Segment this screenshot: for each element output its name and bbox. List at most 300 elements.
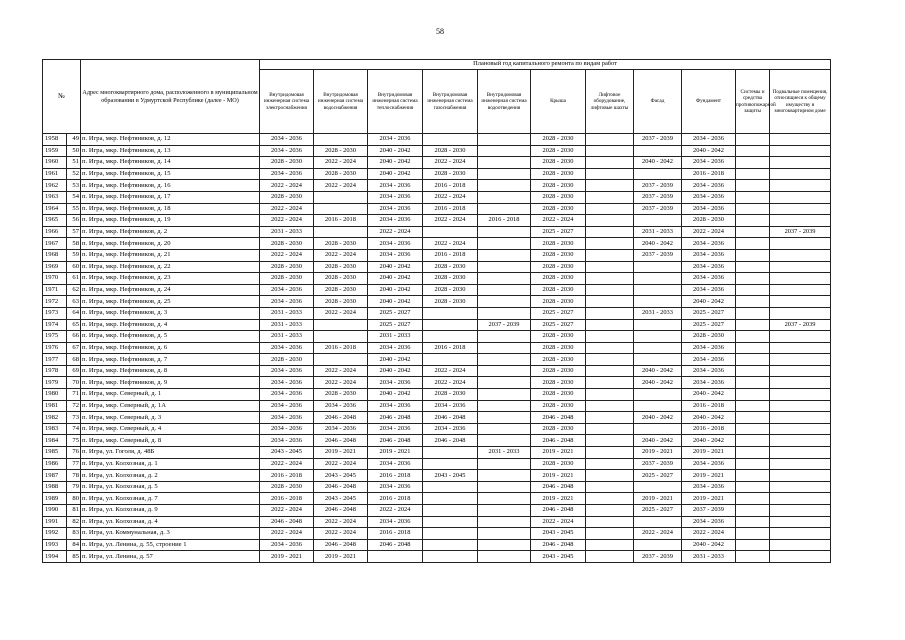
row-local-index: 80 bbox=[67, 493, 81, 505]
row-plan-year-cell: 2034 - 2036 bbox=[682, 191, 736, 203]
row-local-index: 82 bbox=[67, 516, 81, 528]
row-address: п. Игра, мкр. Нефтяников, д. 13 bbox=[81, 145, 260, 157]
row-local-index: 49 bbox=[67, 134, 81, 146]
row-plan-year-cell bbox=[586, 412, 634, 424]
row-plan-year-cell: 2016 - 2018 bbox=[423, 342, 478, 354]
row-plan-year-cell: 2037 - 2039 bbox=[682, 505, 736, 517]
row-plan-year-cell bbox=[314, 354, 368, 366]
row-plan-year-cell: 2037 - 2039 bbox=[634, 180, 682, 192]
row-plan-year-cell bbox=[634, 145, 682, 157]
row-plan-year-cell bbox=[423, 458, 478, 470]
col-header-gas: Внутридомовая инженерная система газоснабжения bbox=[423, 70, 478, 134]
table-row bbox=[43, 539, 831, 551]
row-plan-year-cell: 2028 - 2030 bbox=[531, 168, 586, 180]
row-plan-year-cell: 2034 - 2036 bbox=[682, 377, 736, 389]
row-number: 1964 bbox=[43, 203, 67, 215]
row-plan-year-cell: 2040 - 2042 bbox=[634, 157, 682, 169]
row-plan-year-cell: 2034 - 2036 bbox=[260, 389, 314, 401]
table-row bbox=[43, 551, 831, 563]
row-address: п. Игра, мкр. Северный, д. 1А bbox=[81, 400, 260, 412]
row-plan-year-cell: 2040 - 2042 bbox=[634, 238, 682, 250]
row-plan-year-cell bbox=[478, 168, 531, 180]
row-plan-year-cell bbox=[586, 342, 634, 354]
row-address: п. Игра, ул. Ленина, д. 57 bbox=[81, 551, 260, 563]
row-plan-year-cell: 2037 - 2039 bbox=[770, 319, 831, 331]
row-number: 1959 bbox=[43, 145, 67, 157]
row-local-index: 77 bbox=[67, 458, 81, 470]
row-number: 1967 bbox=[43, 238, 67, 250]
col-header-roof: Крыша bbox=[531, 70, 586, 134]
row-plan-year-cell: 2022 - 2024 bbox=[423, 238, 478, 250]
table-row bbox=[43, 342, 831, 354]
row-plan-year-cell: 2028 - 2030 bbox=[314, 168, 368, 180]
col-header-water-supply: Внутридомовая инженерная система водоснабжения bbox=[314, 70, 368, 134]
row-plan-year-cell bbox=[736, 134, 770, 146]
row-plan-year-cell: 2040 - 2042 bbox=[634, 377, 682, 389]
row-plan-year-cell: 2040 - 2042 bbox=[368, 296, 423, 308]
row-plan-year-cell: 2034 - 2036 bbox=[682, 180, 736, 192]
table-row bbox=[43, 284, 831, 296]
row-plan-year-cell: 2016 - 2018 bbox=[423, 249, 478, 261]
row-plan-year-cell: 2025 - 2027 bbox=[531, 307, 586, 319]
row-local-index: 81 bbox=[67, 505, 81, 517]
row-plan-year-cell: 2031 - 2033 bbox=[260, 226, 314, 238]
row-local-index: 76 bbox=[67, 447, 81, 459]
row-plan-year-cell bbox=[586, 168, 634, 180]
row-plan-year-cell bbox=[478, 493, 531, 505]
row-address: п. Игра, ул. Колхозная, д. 4 bbox=[81, 516, 260, 528]
row-plan-year-cell bbox=[314, 319, 368, 331]
row-plan-year-cell: 2046 - 2048 bbox=[368, 435, 423, 447]
row-plan-year-cell bbox=[423, 331, 478, 343]
row-plan-year-cell bbox=[586, 203, 634, 215]
row-plan-year-cell bbox=[736, 481, 770, 493]
row-plan-year-cell bbox=[478, 365, 531, 377]
row-plan-year-cell bbox=[423, 551, 478, 563]
table-row bbox=[43, 331, 831, 343]
row-plan-year-cell: 2034 - 2036 bbox=[260, 423, 314, 435]
row-address: п. Игра, мкр. Северный, д. 3 bbox=[81, 412, 260, 424]
group-header-row bbox=[43, 60, 831, 70]
row-plan-year-cell bbox=[736, 539, 770, 551]
row-plan-year-cell: 2043 - 2045 bbox=[423, 470, 478, 482]
row-plan-year-cell: 2034 - 2036 bbox=[368, 516, 423, 528]
col-header-drainage: Внутридомовая инженерная система водоотведения bbox=[478, 70, 531, 134]
row-plan-year-cell bbox=[478, 238, 531, 250]
row-plan-year-cell: 2034 - 2036 bbox=[368, 481, 423, 493]
row-plan-year-cell: 2025 - 2027 bbox=[682, 307, 736, 319]
row-plan-year-cell bbox=[770, 145, 831, 157]
row-number: 1974 bbox=[43, 319, 67, 331]
row-number: 1970 bbox=[43, 273, 67, 285]
row-number: 1981 bbox=[43, 400, 67, 412]
row-plan-year-cell bbox=[478, 273, 531, 285]
row-plan-year-cell bbox=[736, 238, 770, 250]
row-plan-year-cell: 2034 - 2036 bbox=[682, 365, 736, 377]
row-local-index: 56 bbox=[67, 215, 81, 227]
row-plan-year-cell: 2034 - 2036 bbox=[260, 365, 314, 377]
row-plan-year-cell: 2046 - 2048 bbox=[314, 505, 368, 517]
row-plan-year-cell: 2028 - 2030 bbox=[531, 273, 586, 285]
row-plan-year-cell: 2028 - 2030 bbox=[531, 191, 586, 203]
row-address: п. Игра, мкр. Нефтяников, д. 4 bbox=[81, 319, 260, 331]
row-plan-year-cell bbox=[586, 273, 634, 285]
row-plan-year-cell bbox=[770, 273, 831, 285]
row-plan-year-cell bbox=[770, 134, 831, 146]
row-plan-year-cell: 2037 - 2039 bbox=[634, 191, 682, 203]
row-plan-year-cell: 2028 - 2030 bbox=[531, 458, 586, 470]
row-local-index: 58 bbox=[67, 238, 81, 250]
row-address: п. Игра, мкр. Нефтяников, д. 5 bbox=[81, 331, 260, 343]
row-plan-year-cell bbox=[736, 319, 770, 331]
row-plan-year-cell bbox=[478, 145, 531, 157]
row-plan-year-cell: 2040 - 2042 bbox=[368, 365, 423, 377]
row-local-index: 78 bbox=[67, 470, 81, 482]
row-plan-year-cell: 2034 - 2036 bbox=[368, 191, 423, 203]
row-plan-year-cell: 2034 - 2036 bbox=[368, 134, 423, 146]
row-address: п. Игра, мкр. Нефтяников, д. 15 bbox=[81, 168, 260, 180]
row-plan-year-cell bbox=[586, 551, 634, 563]
row-plan-year-cell bbox=[634, 539, 682, 551]
row-plan-year-cell: 2022 - 2024 bbox=[260, 505, 314, 517]
row-plan-year-cell: 2028 - 2030 bbox=[531, 261, 586, 273]
row-plan-year-cell bbox=[736, 470, 770, 482]
row-local-index: 61 bbox=[67, 273, 81, 285]
row-plan-year-cell: 2040 - 2042 bbox=[682, 296, 736, 308]
row-plan-year-cell bbox=[314, 191, 368, 203]
col-header-fire-protection: Системы и средства противопожарной защиты bbox=[736, 70, 770, 134]
row-plan-year-cell: 2025 - 2027 bbox=[682, 319, 736, 331]
row-plan-year-cell: 2022 - 2024 bbox=[314, 516, 368, 528]
row-number: 1979 bbox=[43, 377, 67, 389]
row-plan-year-cell: 2034 - 2036 bbox=[260, 400, 314, 412]
row-plan-year-cell: 2022 - 2024 bbox=[531, 516, 586, 528]
row-plan-year-cell: 2034 - 2036 bbox=[682, 238, 736, 250]
row-number: 1973 bbox=[43, 307, 67, 319]
row-plan-year-cell: 2034 - 2036 bbox=[314, 423, 368, 435]
row-plan-year-cell: 2034 - 2036 bbox=[682, 284, 736, 296]
col-header-electric: Внутридомовая инженерная система электроснабжения bbox=[260, 70, 314, 134]
row-plan-year-cell bbox=[478, 435, 531, 447]
row-plan-year-cell: 2028 - 2030 bbox=[423, 284, 478, 296]
row-plan-year-cell bbox=[423, 516, 478, 528]
row-plan-year-cell: 2034 - 2036 bbox=[368, 342, 423, 354]
row-plan-year-cell: 2040 - 2042 bbox=[368, 284, 423, 296]
table-row bbox=[43, 493, 831, 505]
row-plan-year-cell: 2040 - 2042 bbox=[368, 261, 423, 273]
row-number: 1963 bbox=[43, 191, 67, 203]
row-plan-year-cell bbox=[478, 261, 531, 273]
row-plan-year-cell: 2034 - 2036 bbox=[260, 296, 314, 308]
row-plan-year-cell: 2037 - 2039 bbox=[634, 249, 682, 261]
row-plan-year-cell: 2022 - 2024 bbox=[260, 180, 314, 192]
row-plan-year-cell bbox=[586, 365, 634, 377]
row-plan-year-cell: 2028 - 2030 bbox=[260, 157, 314, 169]
row-plan-year-cell bbox=[770, 331, 831, 343]
row-number: 1994 bbox=[43, 551, 67, 563]
row-plan-year-cell bbox=[736, 423, 770, 435]
row-plan-year-cell: 2019 - 2021 bbox=[531, 470, 586, 482]
row-plan-year-cell bbox=[586, 261, 634, 273]
row-number: 1969 bbox=[43, 261, 67, 273]
row-plan-year-cell: 2022 - 2024 bbox=[314, 365, 368, 377]
row-plan-year-cell: 2016 - 2018 bbox=[423, 203, 478, 215]
row-plan-year-cell bbox=[736, 273, 770, 285]
row-number: 1988 bbox=[43, 481, 67, 493]
row-plan-year-cell: 2040 - 2042 bbox=[368, 157, 423, 169]
table-row bbox=[43, 273, 831, 285]
row-plan-year-cell: 2028 - 2030 bbox=[314, 284, 368, 296]
row-plan-year-cell: 2022 - 2024 bbox=[531, 215, 586, 227]
row-plan-year-cell bbox=[478, 528, 531, 540]
row-plan-year-cell: 2028 - 2030 bbox=[314, 389, 368, 401]
table-row bbox=[43, 435, 831, 447]
row-plan-year-cell: 2022 - 2024 bbox=[260, 215, 314, 227]
row-plan-year-cell bbox=[736, 307, 770, 319]
row-number: 1977 bbox=[43, 354, 67, 366]
row-plan-year-cell bbox=[634, 331, 682, 343]
row-plan-year-cell: 2043 - 2045 bbox=[314, 470, 368, 482]
row-plan-year-cell: 2028 - 2030 bbox=[423, 145, 478, 157]
row-plan-year-cell bbox=[634, 284, 682, 296]
row-plan-year-cell bbox=[770, 528, 831, 540]
row-plan-year-cell bbox=[423, 307, 478, 319]
row-number: 1992 bbox=[43, 528, 67, 540]
row-plan-year-cell bbox=[423, 505, 478, 517]
row-plan-year-cell: 2022 - 2024 bbox=[423, 365, 478, 377]
row-plan-year-cell bbox=[586, 447, 634, 459]
row-number: 1958 bbox=[43, 134, 67, 146]
row-plan-year-cell: 2028 - 2030 bbox=[531, 134, 586, 146]
row-local-index: 71 bbox=[67, 389, 81, 401]
row-number: 1985 bbox=[43, 447, 67, 459]
row-plan-year-cell: 2019 - 2021 bbox=[531, 493, 586, 505]
row-plan-year-cell: 2031 - 2033 bbox=[634, 307, 682, 319]
row-plan-year-cell: 2034 - 2036 bbox=[260, 412, 314, 424]
row-plan-year-cell: 2028 - 2030 bbox=[423, 296, 478, 308]
row-plan-year-cell bbox=[423, 493, 478, 505]
row-local-index: 55 bbox=[67, 203, 81, 215]
row-plan-year-cell: 2034 - 2036 bbox=[260, 377, 314, 389]
row-plan-year-cell bbox=[586, 331, 634, 343]
row-address: п. Игра, мкр. Нефтяников, д. 20 bbox=[81, 238, 260, 250]
row-local-index: 69 bbox=[67, 365, 81, 377]
row-plan-year-cell bbox=[736, 284, 770, 296]
row-plan-year-cell bbox=[736, 493, 770, 505]
row-plan-year-cell bbox=[478, 226, 531, 238]
row-plan-year-cell bbox=[770, 423, 831, 435]
row-plan-year-cell: 2040 - 2042 bbox=[368, 389, 423, 401]
repair-schedule-table bbox=[42, 59, 831, 563]
row-plan-year-cell: 2016 - 2018 bbox=[368, 493, 423, 505]
row-plan-year-cell: 2019 - 2021 bbox=[634, 493, 682, 505]
table-row bbox=[43, 145, 831, 157]
row-plan-year-cell: 2031 - 2033 bbox=[368, 331, 423, 343]
row-plan-year-cell: 2019 - 2021 bbox=[634, 447, 682, 459]
table-row bbox=[43, 447, 831, 459]
row-plan-year-cell bbox=[586, 238, 634, 250]
row-plan-year-cell bbox=[478, 505, 531, 517]
row-plan-year-cell: 2028 - 2030 bbox=[531, 354, 586, 366]
row-plan-year-cell: 2037 - 2039 bbox=[634, 458, 682, 470]
row-plan-year-cell bbox=[736, 516, 770, 528]
row-plan-year-cell: 2034 - 2036 bbox=[682, 481, 736, 493]
row-plan-year-cell bbox=[634, 273, 682, 285]
row-plan-year-cell bbox=[478, 157, 531, 169]
row-local-index: 63 bbox=[67, 296, 81, 308]
row-number: 1982 bbox=[43, 412, 67, 424]
row-plan-year-cell bbox=[770, 435, 831, 447]
row-plan-year-cell bbox=[736, 226, 770, 238]
table-row bbox=[43, 249, 831, 261]
row-address: п. Игра, мкр. Северный, д. 4 bbox=[81, 423, 260, 435]
row-plan-year-cell bbox=[423, 528, 478, 540]
row-plan-year-cell: 2046 - 2048 bbox=[423, 412, 478, 424]
row-plan-year-cell bbox=[586, 307, 634, 319]
row-address: п. Игра, мкр. Нефтяников, д. 7 bbox=[81, 354, 260, 366]
row-plan-year-cell bbox=[770, 447, 831, 459]
row-plan-year-cell bbox=[736, 447, 770, 459]
row-plan-year-cell bbox=[423, 226, 478, 238]
row-plan-year-cell bbox=[736, 168, 770, 180]
row-plan-year-cell: 2046 - 2048 bbox=[314, 539, 368, 551]
row-plan-year-cell: 2034 - 2036 bbox=[260, 342, 314, 354]
repair-schedule-table-wrapper bbox=[42, 59, 831, 563]
row-plan-year-cell: 2034 - 2036 bbox=[368, 249, 423, 261]
col-header-num: № bbox=[43, 60, 81, 134]
row-plan-year-cell bbox=[770, 493, 831, 505]
row-plan-year-cell: 2034 - 2036 bbox=[260, 168, 314, 180]
row-plan-year-cell bbox=[478, 354, 531, 366]
row-plan-year-cell: 2040 - 2042 bbox=[682, 435, 736, 447]
row-plan-year-cell: 2028 - 2030 bbox=[260, 191, 314, 203]
row-number: 1976 bbox=[43, 342, 67, 354]
row-plan-year-cell: 2028 - 2030 bbox=[531, 180, 586, 192]
row-plan-year-cell bbox=[586, 470, 634, 482]
row-plan-year-cell: 2019 - 2021 bbox=[314, 551, 368, 563]
row-plan-year-cell: 2022 - 2024 bbox=[368, 505, 423, 517]
row-plan-year-cell bbox=[478, 134, 531, 146]
row-plan-year-cell: 2025 - 2027 bbox=[531, 226, 586, 238]
row-plan-year-cell bbox=[770, 191, 831, 203]
row-plan-year-cell bbox=[736, 389, 770, 401]
row-plan-year-cell bbox=[770, 215, 831, 227]
row-plan-year-cell bbox=[736, 261, 770, 273]
row-plan-year-cell bbox=[423, 447, 478, 459]
col-header-elevator: Лифтовое оборудование, лифтовые шахты bbox=[586, 70, 634, 134]
row-plan-year-cell bbox=[423, 539, 478, 551]
row-plan-year-cell bbox=[736, 296, 770, 308]
row-local-index: 67 bbox=[67, 342, 81, 354]
row-plan-year-cell: 2016 - 2018 bbox=[260, 493, 314, 505]
row-plan-year-cell bbox=[770, 377, 831, 389]
row-plan-year-cell bbox=[478, 481, 531, 493]
row-plan-year-cell bbox=[423, 481, 478, 493]
row-plan-year-cell bbox=[736, 435, 770, 447]
row-local-index: 74 bbox=[67, 423, 81, 435]
row-plan-year-cell: 2028 - 2030 bbox=[531, 238, 586, 250]
row-plan-year-cell bbox=[736, 551, 770, 563]
row-plan-year-cell: 2034 - 2036 bbox=[682, 249, 736, 261]
row-plan-year-cell: 2028 - 2030 bbox=[260, 261, 314, 273]
row-plan-year-cell bbox=[314, 331, 368, 343]
row-plan-year-cell bbox=[586, 435, 634, 447]
row-plan-year-cell: 2025 - 2027 bbox=[368, 319, 423, 331]
table-row bbox=[43, 470, 831, 482]
row-plan-year-cell bbox=[736, 331, 770, 343]
row-plan-year-cell: 2028 - 2030 bbox=[531, 400, 586, 412]
row-local-index: 52 bbox=[67, 168, 81, 180]
row-plan-year-cell: 2040 - 2042 bbox=[368, 145, 423, 157]
row-plan-year-cell: 2034 - 2036 bbox=[682, 261, 736, 273]
row-plan-year-cell bbox=[770, 307, 831, 319]
row-number: 1962 bbox=[43, 180, 67, 192]
row-plan-year-cell: 2028 - 2030 bbox=[531, 389, 586, 401]
row-plan-year-cell bbox=[586, 284, 634, 296]
row-plan-year-cell: 2022 - 2024 bbox=[634, 528, 682, 540]
row-plan-year-cell: 2034 - 2036 bbox=[260, 145, 314, 157]
row-plan-year-cell bbox=[634, 168, 682, 180]
row-plan-year-cell: 2028 - 2030 bbox=[531, 423, 586, 435]
row-plan-year-cell: 2037 - 2039 bbox=[634, 203, 682, 215]
row-plan-year-cell: 2040 - 2042 bbox=[634, 412, 682, 424]
row-address: п. Игра, мкр. Нефтяников, д. 25 bbox=[81, 296, 260, 308]
row-plan-year-cell: 2028 - 2030 bbox=[682, 215, 736, 227]
table-row bbox=[43, 203, 831, 215]
table-row bbox=[43, 377, 831, 389]
row-plan-year-cell: 2028 - 2030 bbox=[531, 342, 586, 354]
row-local-index: 83 bbox=[67, 528, 81, 540]
row-plan-year-cell: 2025 - 2027 bbox=[531, 319, 586, 331]
row-local-index: 72 bbox=[67, 400, 81, 412]
row-plan-year-cell: 2034 - 2036 bbox=[682, 273, 736, 285]
row-plan-year-cell: 2040 - 2042 bbox=[634, 365, 682, 377]
row-plan-year-cell: 2028 - 2030 bbox=[531, 296, 586, 308]
row-number: 1971 bbox=[43, 284, 67, 296]
row-plan-year-cell: 2034 - 2036 bbox=[368, 238, 423, 250]
table-row bbox=[43, 516, 831, 528]
row-plan-year-cell: 2028 - 2030 bbox=[531, 145, 586, 157]
row-plan-year-cell: 2028 - 2030 bbox=[531, 249, 586, 261]
col-header-foundation: Фундамент bbox=[682, 70, 736, 134]
row-plan-year-cell bbox=[586, 180, 634, 192]
row-plan-year-cell: 2034 - 2036 bbox=[682, 134, 736, 146]
row-plan-year-cell bbox=[770, 261, 831, 273]
row-plan-year-cell: 2034 - 2036 bbox=[368, 458, 423, 470]
row-plan-year-cell: 2046 - 2048 bbox=[368, 539, 423, 551]
row-plan-year-cell: 2019 - 2021 bbox=[368, 447, 423, 459]
col-header-facade: Фасад bbox=[634, 70, 682, 134]
row-plan-year-cell bbox=[368, 551, 423, 563]
row-plan-year-cell: 2046 - 2048 bbox=[314, 481, 368, 493]
row-plan-year-cell bbox=[770, 157, 831, 169]
row-plan-year-cell: 2019 - 2021 bbox=[682, 493, 736, 505]
row-plan-year-cell: 2028 - 2030 bbox=[260, 273, 314, 285]
row-plan-year-cell bbox=[634, 400, 682, 412]
row-plan-year-cell bbox=[634, 354, 682, 366]
row-plan-year-cell bbox=[770, 539, 831, 551]
row-plan-year-cell bbox=[770, 354, 831, 366]
row-plan-year-cell bbox=[478, 249, 531, 261]
row-plan-year-cell bbox=[736, 365, 770, 377]
row-plan-year-cell bbox=[314, 134, 368, 146]
table-row bbox=[43, 481, 831, 493]
row-plan-year-cell bbox=[423, 134, 478, 146]
row-address: п. Игра, мкр. Нефтяников, д. 17 bbox=[81, 191, 260, 203]
row-plan-year-cell: 2028 - 2030 bbox=[682, 331, 736, 343]
row-plan-year-cell: 2034 - 2036 bbox=[682, 157, 736, 169]
table-row bbox=[43, 261, 831, 273]
